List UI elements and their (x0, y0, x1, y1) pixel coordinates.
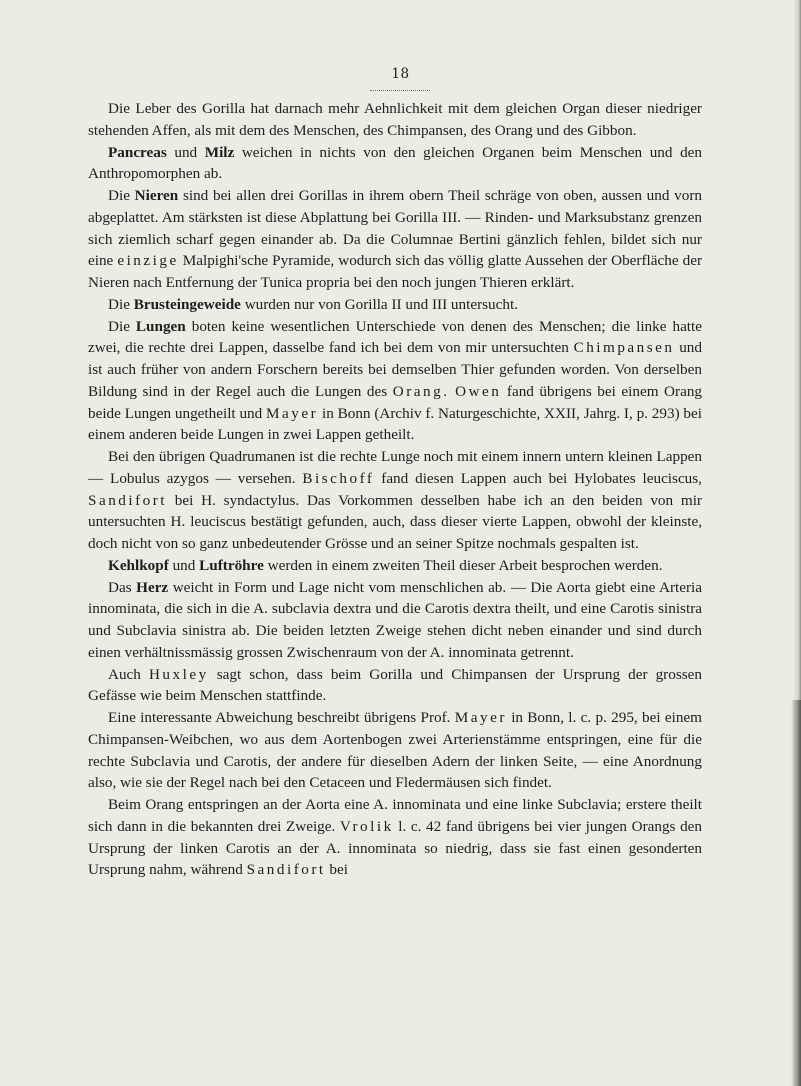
text-run: werden in einem zweiten Theil dieser Arbeit besprochen werden. (263, 556, 663, 574)
spaced-name: Sandifort (246, 861, 326, 879)
text-run: boten keine wesentlichen Unterschiede von denen des Menschen; die linke hatte zwei, die rechte drei Lappen, dasselbe fand ich bei dem von mir untersuchten (88, 317, 702, 357)
text-run: Die (108, 187, 135, 204)
paragraph (88, 294, 702, 316)
paragraph (88, 142, 702, 186)
bold-term: Kehlkopf (108, 556, 169, 574)
paragraph (88, 555, 702, 577)
spaced-name: Mayer (454, 709, 507, 726)
spaced-name: Vrolik (339, 817, 394, 835)
text-run: Eine interessante Abweichung beschreibt übrigens Prof. (108, 709, 455, 726)
text-run: in Bonn, l. c. p. 295, bei einem Chimpansen-Weibchen, wo aus dem Aortenbogen zwei Arterienstämme entspringen, eine für die rechte Subclavia und Carotis, der andere für dieselben Adern der linken Seite, — eine Anordnung also, wie sie der Regel nach bei den Cetaceen und Fledermäusen sich findet. (88, 709, 702, 792)
text-run: Das (108, 578, 137, 596)
spaced-name: Orang. (392, 382, 450, 400)
page-edge-shadow-lower (791, 700, 801, 1086)
spaced-name: Owen (455, 382, 502, 400)
text-run: Die Leber des Gorilla hat darnach mehr Aehnlichkeit mit dem gleichen Organ dieser niedriger stehenden Affen, als mit dem des Menschen, des Chimpansen, des Orang und des Gibbon. (88, 100, 702, 139)
spaced-name: Chimpansen (573, 339, 675, 357)
bold-term: Luftröhre (199, 556, 264, 574)
page-number-divider (370, 86, 430, 91)
bold-term: Milz (204, 143, 235, 161)
body-text (88, 98, 702, 881)
text-run: l. c. 42 fand übrigens bei vier jungen Orangs den Ursprung der linken Carotis an der A. innominata so niedrig, dass sie fast einen gesonderten Ursprung nahm, während (88, 817, 702, 879)
text-run: fand diesen Lappen auch bei Hylobates leuciscus, (374, 469, 702, 487)
page-number: 18 (391, 66, 410, 82)
paragraph (88, 446, 702, 555)
bold-term: Lungen (135, 317, 186, 335)
spaced-name: Sandifort (88, 491, 168, 509)
bold-term: Herz (136, 578, 169, 596)
spaced-name: Mayer (266, 404, 319, 422)
text-run: und (166, 143, 205, 161)
paragraph (88, 794, 702, 881)
spaced-name: Huxley (148, 665, 209, 683)
paragraph (88, 577, 702, 664)
paragraph (88, 316, 702, 447)
text-run: fand übrigens bei einem Orang beide Lungen ungetheilt und (88, 382, 703, 422)
text-run: weicht in Form und Lage nicht vom menschlichen ab. — Die Aorta giebt eine Arteria innominata, die sich in die A. subclavia dextra und die Carotis dextra theilt, und eine Carotis sinistra und Subclavia sinistra ab. Die beiden letzten Zweige stehen dicht neben einander und sind durch einen verhältnissmässig grossen Zwischenraum von der A. innominata getrennt. (88, 578, 702, 661)
text-run: und (168, 556, 200, 574)
paragraph (88, 664, 702, 708)
spaced-name: Bischoff (302, 469, 375, 487)
text-run: Die (108, 295, 134, 313)
text-run: wurden nur von Gorilla II und III untersucht. (240, 295, 518, 313)
paragraph (88, 185, 702, 294)
text-run: in Bonn (Archiv f. Naturgeschichte, XXII, Jahrg. I, p. 293) bei einem anderen beide Lungen in zwei Lappen getheilt. (88, 404, 702, 444)
text-run: Malpighi'sche Pyramide, wodurch sich das völlig glatte Aussehen der Oberfläche der Nieren nach Entfernung der Tunica propria bei den noch jungen Thieren erklärt. (88, 252, 703, 291)
text-run: Auch (108, 665, 149, 683)
bold-term: Brusteingeweide (133, 295, 241, 313)
text-run: weichen in nichts von den gleichen Organen beim Menschen und den Anthropomorphen ab. (88, 143, 703, 183)
paragraph (88, 98, 702, 142)
bold-term: Pancreas (108, 143, 167, 161)
text-run: Beim Orang entspringen an der Aorta eine A. innominata und eine linke Subclavia; erstere theilt sich dann in die bekannten drei Zweige. (88, 796, 702, 835)
text-run: sagt schon, dass beim Gorilla und Chimpansen der Ursprung der grossen Gefässe wie beim Menschen stattfinde. (88, 665, 702, 705)
text-run: und ist auch früher von andern Forschern bereits bei demselben Thier gefunden worden. Von derselben Bildung sind in der Regel auch die Lungen des (88, 339, 702, 400)
text-run: bei (325, 861, 348, 879)
text-run: Die (108, 317, 136, 335)
paragraph (88, 707, 702, 794)
text-run: Bei den übrigen Quadrumanen ist die rechte Lunge noch mit einem innern untern kleinen Lappen — Lobulus azygos — versehen. (88, 448, 702, 487)
text-run: bei H. syndactylus. Das Vorkommen desselben habe ich an den beiden von mir untersuchten H. leuciscus bestätigt gefunden, auch, dass dieser vierte Lappen, obwohl der kleinste, doch nicht von so ganz unbedeutender Grösse und an seiner Spitze nochmals gespalten ist. (88, 491, 702, 552)
bold-term: Nieren (134, 187, 179, 204)
text-run: sind bei allen drei Gorillas in ihrem obern Theil schräge von oben, aussen und vorn abgeplattet. Am stärksten ist diese Abplattung bei Gorilla III. — Rinden- und Marksubstanz grenzen sich ziemlich scharf gegen einander ab. Da die Columnae Bertini gänzlich fehlen, bildet sich nur eine (88, 187, 702, 270)
spaced-name: einzige (117, 252, 179, 270)
